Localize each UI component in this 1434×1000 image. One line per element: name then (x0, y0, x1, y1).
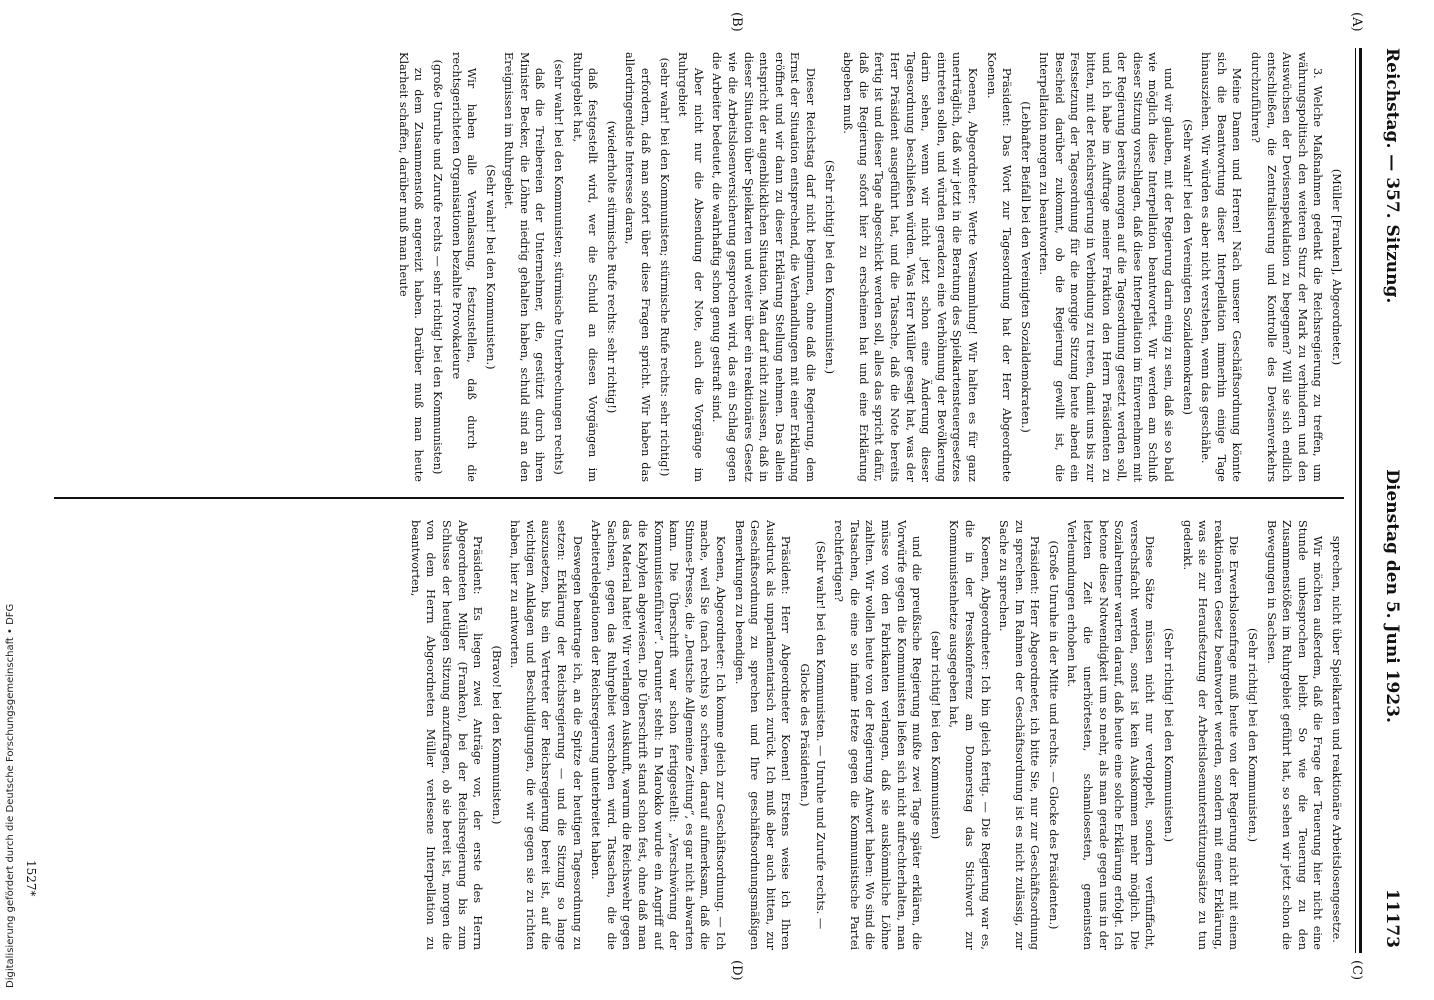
paragraph: Koenen, Abgeordneter: Ich komme gleich zur Geschäftsordnung. — Ich mache, weil Sie (nach rechts) so schreien, darauf aufmerksam, daß die Stinnes-Presse, die „Deutsche Allgemeine Zeitung“, es gar nicht abwarten kann. Die Überschrift war schon fertiggestellt: „Verschwörung der Kommunistenführer“. Darunter steht: In Marokko wurde ein Angriff auf die Kabylen abgewiesen. Die Überschrift stand schon fest, ohne daß man das Material hatte! Wir verlangen Auskunft, warum die Reichswehr gegen Sachsen, gegen das Ruhrgebiet verschoben wird. Tatsachen, die die Arbeiterdelegationen der Reichsregierung unterbreitet haben. (589, 520, 728, 950)
paragraph: (Sehr richtig! bei den Kommunisten.) (1246, 628, 1260, 842)
paragraph: Die Erwerbslosenfrage muß heute von der Regierung nicht mit einem reaktionären Gesetz beantwortet werden, sondern mit einer Erklärung, was sie zur Heraufsetzung der Arbeitslosenunterstützungssätze zu tun gedenkt. (1180, 520, 1241, 950)
left-column (54, 52, 1344, 482)
paragraph: Deswegen beantrage ich, an die Spitze der heutigen Tagesordnung zu setzen: Erklärung der Reichsregierung — und die Sitzung so lange auszusetzen, bis ein Vertreter der Reichsregierung bereit ist, auf die wichtigen Anklagen und Beschuldigungen, die wir gegen sie zu richten haben, hier zu antworten. (508, 520, 584, 950)
header-rule-thin (1355, 48, 1356, 953)
header-center: Dienstag den 5. Juni 1923. (1382, 469, 1402, 723)
paragraph: (Große Unruhe in der Mitte und rechts. — Glocke des Präsidenten.) (1046, 540, 1060, 930)
right-column (54, 520, 1344, 950)
paragraph: zu dem Zusammenstoß angereizt haben. Darüber muß man heute Klarheit schaffen, darüber muß man heute (396, 52, 426, 482)
paragraph: daß die Treibereien der Unternehmer, die, gestützt durch ihren Minister Becker, die Löhne niedrig gehalten haben, schuld sind an den Ereignissen im Ruhrgebiet. (502, 52, 547, 482)
paragraph: (sehr wahr! bei den Kommunisten; stürmische Unterbrechungen rechts) (552, 59, 566, 475)
paragraph: (sehr richtig! bei den Kommunisten) (928, 630, 942, 840)
margin-marker-a: (A) (1349, 12, 1364, 32)
paragraph: (Lebhafter Beifall bei den Vereinigten Sozialdemokraten.) (1018, 101, 1032, 433)
header-left: Reichstag. — 357. Sitzung. (1382, 48, 1402, 304)
paragraph: Diese Sätze müssen nicht nur verdoppelt, sondern verfünffacht, versechsfacht werden, sonst ist kein Auskommen mehr möglich. Die Sozialrentner warten darauf, daß heute eine solche Erklärung erfolgt. Ich betone diese Notwendigkeit um so mehr, als man gerade gegen uns in der letzten Zeit die unerhörtesten, schamlosesten, gemeinsten Verleumdungen erhoben hat. (1065, 520, 1157, 950)
paragraph: erfordern, daß man sofort über diese Fragen spricht. Wir haben das allerdringendste Interesse daran, (623, 52, 653, 482)
paragraph: (Sehr richtig! bei den Kommunisten.) (822, 160, 836, 374)
paragraph: (Müller [Franken], Abgeordneter.) (1330, 168, 1343, 366)
margin-marker-b: (B) (729, 12, 744, 32)
paragraph: sprechen, nicht über Spielkarten und reaktionäre Arbeitslosengesetze. (1330, 535, 1343, 943)
paragraph: (Sehr wahr! bei den Kommunisten. — Unruhe und Zurufe rechts. — Glocke des Präsidenten.) (798, 540, 827, 930)
paragraph: Aber nicht nur die Absendung der Note, auch die Vorgänge im Ruhrgebiet (676, 52, 705, 482)
margin-marker-d: (D) (729, 960, 744, 981)
paragraph: (große Unruhe und Zurufe rechts — sehr richtig! bei den Kommunisten) (430, 59, 444, 475)
paragraph: (Sehr richtig! bei den Kommunisten.) (1162, 628, 1176, 842)
margin-marker-c: (C) (1349, 960, 1364, 981)
header-rule (1359, 48, 1362, 953)
page-header (1372, 48, 1412, 948)
page-number: 11173 (1382, 888, 1402, 948)
paragraph: und wir glauben, mit der Regierung darin einig zu sein, daß sie so bald wie möglich diese Interpellation beantwortet. Wir werden am Schluß dieser Sitzung vorschlagen, daß diese Interpellation im Einvernehmen mit der Regierung bereits morgen auf die Tagesordnung gesetzt werden soll, und ich habe im Auftrage meiner Fraktion den Herrn Präsidenten zu bitten, mit der Reichsregierung in Verbindung zu treten, damit uns bis zur Festsetzung der Tagesordnung für die morgige Sitzung heute abend ein Bescheid darüber zukommt, ob die Regierung gewillt ist, die Interpellation morgen zu beantworten. (1037, 52, 1176, 482)
digitization-strip (0, 0, 22, 1000)
footer-code: 1527* (24, 860, 38, 897)
paragraph: Präsident: Das Wort zur Tagesordnung hat der Herr Abgeordnete Koenen. (984, 52, 1014, 482)
column-divider (54, 497, 1344, 499)
paragraph: (Sehr wahr! bei den Kommunisten.) (483, 164, 497, 370)
paragraph: daß festgestellt wird, wer die Schuld an diesen Vorgängen im Ruhrgebiet hat, (570, 52, 600, 482)
paragraph: Präsident: Herr Abgeordneter Koenen! Erstens weise ich Ihren Ausdruck als unparlamentarisch zurück. Ich muß aber auch bitten, zur Geschäftsordnung zu sprechen und Ihre geschäftsordnungsmäßigen Bemerkungen zu beendigen. (732, 520, 793, 950)
paragraph: Wir haben alle Veranlassung, festzustellen, daß durch die rechtsgerichteten Organisationen bezahlte Provokateure (449, 52, 479, 482)
paragraph: Präsident: Es liegen zwei Anträge vor, der erste des Herrn Abgeordneten Müller (Franken), bei der Reichsregierung bis zum Schlusse der heutigen Sitzung anzufragen, ob sie bereit ist, morgen die von dem Herrn Abgeordneten Müller verlesene Interpellation zu beantworten, (408, 520, 485, 950)
paragraph: Koenen, Abgeordneter: Werte Versammlung! Wir halten es für ganz unerträglich, daß wir jetzt in die Beratung des Spielkartensteuergesetzes eintreten sollen, und würden geradezu eine Verhöhnung der Bevölkerung darin sehen, wenn wir nicht jetzt schon eine Änderung dieser Tagesordnung beschließen würden. Was Herr Müller gesagt hat, was der Herr Präsident ausgeführt hat, und die Tatsache, daß die Note bereits fertig ist und dieser Tage abgeschickt werden soll, alles das spricht dafür, daß die Regierung sofort hier zu erscheinen hat und eine Erklärung abgeben muß. (841, 52, 979, 482)
paragraph: Meine Damen und Herren! Nach unserer Geschäftsordnung könnte sich die Beantwortung dieser Interpellation immerhin einige Tage hinausziehen. Wir würden es aber nicht verstehen, wenn das geschähe. (1199, 52, 1244, 482)
paragraph: Dieser Reichstag darf nicht beginnen, ohne daß die Regierung, dem Ernst der Situation entsprechend, die Verhandlungen mit einer Erklärung eröffnet und wir dann zu dieser Erklärung Stellung nehmen. Das allein entspricht der augenblicklichen Situation. Man darf nicht zulassen, daß in dieser Situation über Spielkarten und weiter über ein reaktionäres Gesetz wie die Arbeitslosenversicherung gesprochen wird, das ein Schlag gegen die Arbeiter bedeutet, die wahrhaftig schon genug gestraft sind. (710, 52, 817, 482)
paragraph: Präsident: Herr Abgeordneter, ich bitte Sie, nur zur Geschäftsordnung zu sprechen. Im Rahmen der Geschäftsordnung ist es nicht zulässig, zur Sache zu sprechen. (997, 520, 1042, 950)
paragraph: 3. Welche Maßnahmen gedenkt die Reichsregierung zu treffen, um währungspolitisch den weiteren Sturz der Mark zu verhindern und den Auswüchsen der Devisenspekulation zu begegnen? Will sie sich endlich entschließen, die Zentralisierung und Kontrolle des Devisenverkehrs durchzuführen? (1249, 52, 1325, 482)
paragraph: (sehr wahr! bei den Kommunisten; stürmische Rufe rechts: sehr richtig!) (657, 57, 671, 477)
paragraph: (wiederholte stürmische Rufe rechts: sehr richtig!) (604, 120, 618, 414)
paragraph: (Sehr wahr! bei den Vereinigten Sozialdemokraten) (1180, 119, 1194, 415)
paragraph: Koenen, Abgeordneter: Ich bin gleich fertig. — Die Regierung war es, die in der Presskonferenz am Donnerstag das Stichwort zur Kommunistenhetze ausgegeben hat, (947, 520, 992, 950)
paragraph: (Bravo! bei den Kommunisten.) (489, 645, 503, 825)
digitization-note: Digitalisierung gefördert durch die Deutsche Forschungsgemeinschaft • DFG (5, 603, 16, 988)
paragraph: und die preußische Regierung mußte zwei Tage später erklären, die Vorwürfe gegen die Kommunisten ließen sich nicht aufrechterhalten, man müsse von den Fabrikanten verlangen, daß sie auskömmliche Löhne zahlten. Wir wollen heute von der Regierung Antwort haben: Wo sind die Tatsachen, die eine so infame Hetze gegen die Kommunistische Partei rechtfertigen? (832, 520, 924, 950)
paragraph: Wir möchten außerdem, daß die Frage der Teuerung hier nicht eine Stunde unbesprochen bleibt. So wie die Teuerung zu den Zusammenstößen im Ruhrgebiet geführt hat, so sehen wir jetzt schon die Bewegungen in Sachsen. (1264, 520, 1325, 950)
